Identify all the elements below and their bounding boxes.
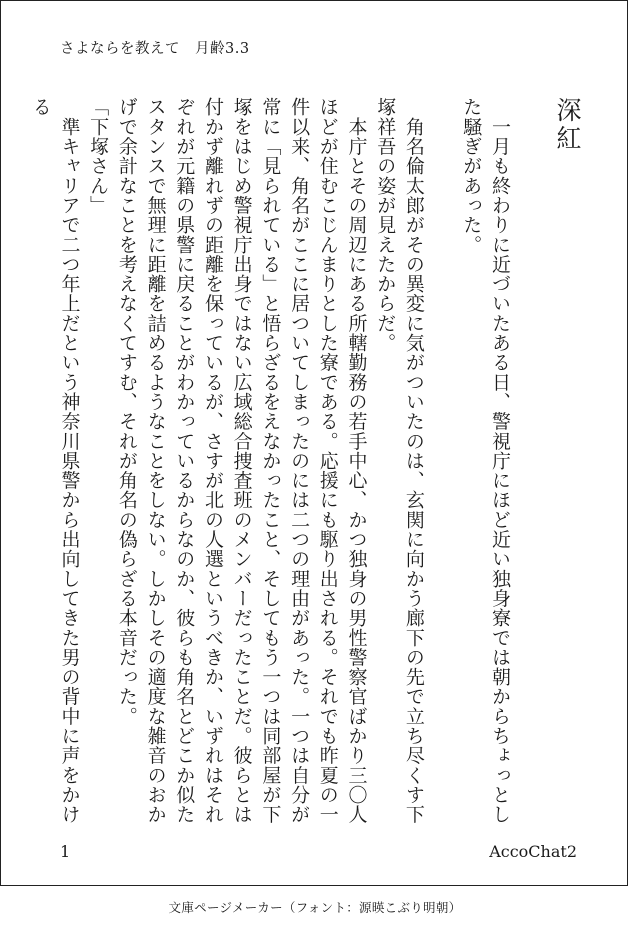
chapter-title: 深紅 bbox=[553, 97, 582, 153]
page-number: 1 bbox=[60, 842, 71, 861]
paragraph: 角名倫太郎がその異変に気がついたのは、玄関に向かう廊下の先で立ち尽くす下塚祥吾の姿が見えたからだ。 bbox=[374, 97, 425, 825]
paragraph: 一月も終わりに近づいたある日、警視庁にほど近い独身寮では朝からちょっとした騒ぎがあった。 bbox=[460, 97, 511, 825]
footer-credit: 文庫ページメーカー（フォント：源暎こぶり明朝） bbox=[168, 900, 462, 915]
body-text bbox=[29, 97, 514, 827]
paragraph: 「下塚さん」 bbox=[87, 97, 110, 215]
paragraph: 本庁とその周辺にある所轄勤務の若手中心、かつ独身の男性警察官ばかり三〇人ほどが住むこじんまりとした寮である。応援にも駆り出される。それでも昨夏の一件以来、角名がここに居ついてしまったのには二つの理由があった。一つは自分が常に「見られている」と悟らざるをえなかったこと、そしてもう一つは同部屋が下塚をはじめ警視庁出身ではない広域総合捜査班のメンバーだったことだ。彼らとは付かず離れずの距離を保っているが、さすが北の人選というべきか、いずれはそれぞれが元籍の県警に戻ることがわかっているからなのか、彼らも角名とどこか似たスタンスで無理に距離を詰めるようなことをしない。しかしその適度な雑音のおかげで余計なことを考えなくてすむ、それが角名の偽らざる本音だった。 bbox=[115, 97, 368, 825]
author-name: AccoChat2 bbox=[489, 842, 577, 861]
paragraph: 準キャリアで二つ年上だという神奈川県警から出向してきた男の背中に声をかける bbox=[29, 97, 81, 825]
running-header: さよならを教えて 月齢3.3 bbox=[60, 41, 250, 57]
